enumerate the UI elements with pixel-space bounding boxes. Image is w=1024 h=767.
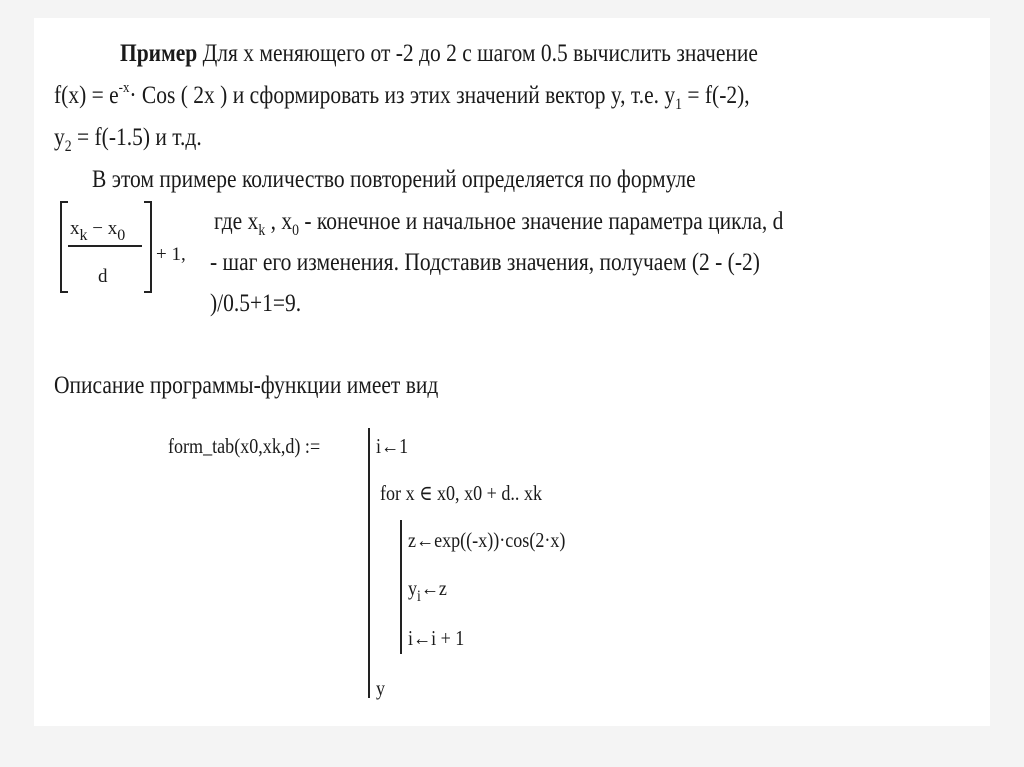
result-line: )/0.5+1=9. bbox=[210, 290, 302, 317]
repetition-intro: В этом примере количество повторений определяется по формуле bbox=[92, 166, 696, 193]
example-line-2: $f(x) = e^{-x}\cdot$ Cos ( 2x ) и сформировать из этих значений вектор y, т.е. $y_1 = f(-2)$, bbox=[54, 80, 750, 113]
step-line: - шаг его изменения. Подставив значения, получаем (2 - (-2) bbox=[210, 249, 760, 276]
formula-plus-one: + 1, bbox=[156, 244, 186, 265]
program-line-assign-z: z←exp((-x))·cos(2·x) bbox=[408, 528, 566, 552]
function-signature: form_tab(x0,xk,d) := bbox=[168, 434, 321, 458]
function-description: Описание программы-функции имеет вид bbox=[54, 372, 439, 399]
example-heading: Пример bbox=[120, 40, 198, 67]
right-bracket bbox=[144, 201, 152, 293]
program-line-return: y bbox=[376, 676, 386, 700]
program-line-for: for x ∈ x0, x0 + d.. xk bbox=[380, 481, 543, 505]
fraction-bar bbox=[68, 245, 142, 247]
program-line-increment: i←i + 1 bbox=[408, 626, 465, 650]
loop-body-bar bbox=[400, 520, 402, 654]
outer-program-bar bbox=[368, 428, 370, 698]
formula-numerator: $x_k - x_0$ bbox=[70, 218, 126, 244]
formula-denominator: d bbox=[98, 266, 108, 287]
example-line-1: Пример Для x меняющего от -2 до 2 с шагом 0.5 вычислить значение bbox=[120, 40, 758, 67]
program-line-init: i←1 bbox=[376, 434, 409, 458]
where-line: где $x_k$ , $x_0$ - конечное и начальное значение параметра цикла, d bbox=[214, 208, 784, 239]
left-bracket bbox=[60, 201, 68, 293]
program-line-assign-y: $y_i\leftarrow z$ bbox=[408, 576, 447, 605]
example-line-3: $y_2 = f(-1.5)$ и т.д. bbox=[54, 124, 202, 155]
